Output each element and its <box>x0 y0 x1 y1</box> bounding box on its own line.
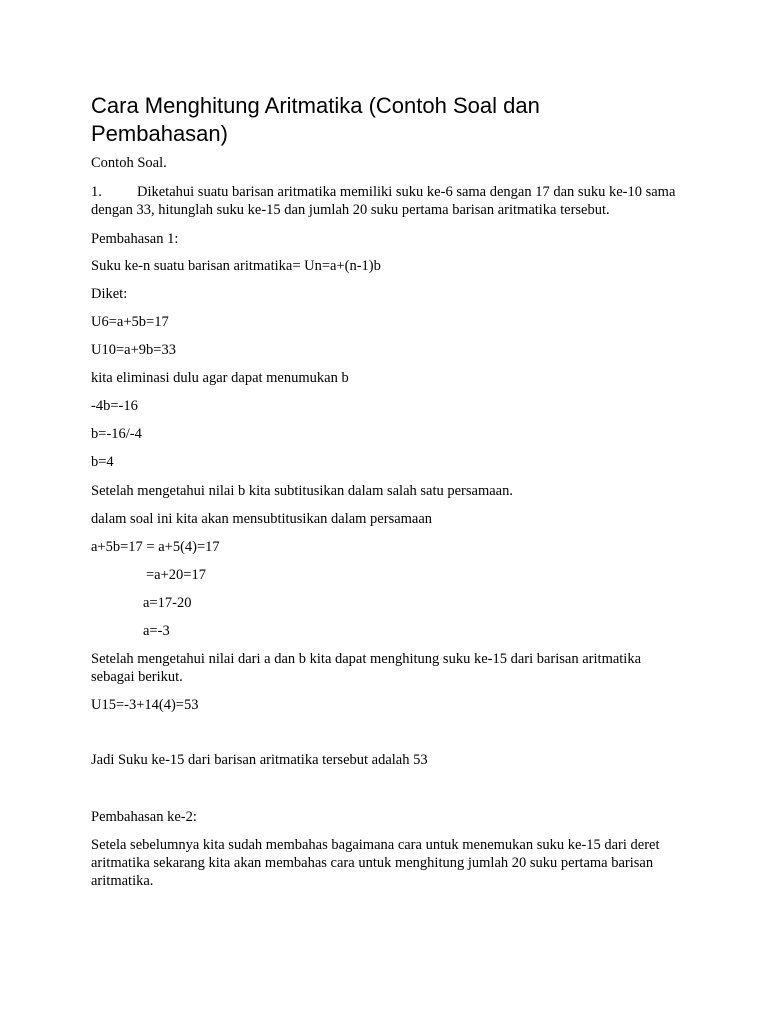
equation-u6: U6=a+5b=17 <box>91 314 169 330</box>
step-b2: b=-16/-4 <box>91 426 142 442</box>
u15-calculation: U15=-3+14(4)=53 <box>91 697 199 713</box>
step-b1: -4b=-16 <box>91 398 138 414</box>
step-b3: b=4 <box>91 454 114 470</box>
solution1-heading: Pembahasan 1: <box>91 231 179 247</box>
substitute-note-1: Setelah mengetahui nilai b kita subtitusikan dalam salah satu persamaan. <box>91 483 513 499</box>
substitute-note-2: dalam soal ini kita akan mensubtitusikan dalam persamaan <box>91 511 433 527</box>
u15-note: Setelah mengetahui nilai dari a dan b kita dapat menghitung suku ke-15 dari barisan aritmatika sebagai berikut. <box>91 651 642 685</box>
problem-number: 1. <box>91 184 102 200</box>
elimination-note: kita eliminasi dulu agar dapat menumukan b <box>91 370 349 386</box>
problem-text: Diketahui suatu barisan aritmatika memiliki suku ke-6 sama dengan 17 dan suku ke-10 sama dengan 33, hitunglah suku ke-15 dan jumlah 20 suku pertama barisan aritmatika tersebut. <box>91 184 676 218</box>
solution2-heading: Pembahasan ke-2: <box>91 809 197 825</box>
problem-statement <box>91 183 681 219</box>
document-title: Cara Menghitung Aritmatika (Contoh Soal dan Pembahasan) <box>91 93 540 146</box>
solution2-text: Setela sebelumnya kita sudah membahas bagaimana cara untuk menemukan suku ke-15 dari deret aritmatika sekarang kita akan membahas cara untuk menghitung jumlah 20 suku pertama barisan aritmatika. <box>91 837 660 889</box>
step-a4: a=-3 <box>143 623 170 639</box>
step-a2: =a+20=17 <box>146 567 206 583</box>
step-a3: a=17-20 <box>143 595 192 611</box>
step-a1: a+5b=17 = a+5(4)=17 <box>91 539 220 555</box>
equation-u10: U10=a+9b=33 <box>91 342 176 358</box>
intro-label: Contoh Soal. <box>91 155 167 171</box>
conclusion-line: Jadi Suku ke-15 dari barisan aritmatika tersebut adalah 53 <box>91 752 428 768</box>
formula-line: Suku ke-n suatu barisan aritmatika= Un=a+(n-1)b <box>91 258 381 274</box>
given-label: Diket: <box>91 286 128 302</box>
